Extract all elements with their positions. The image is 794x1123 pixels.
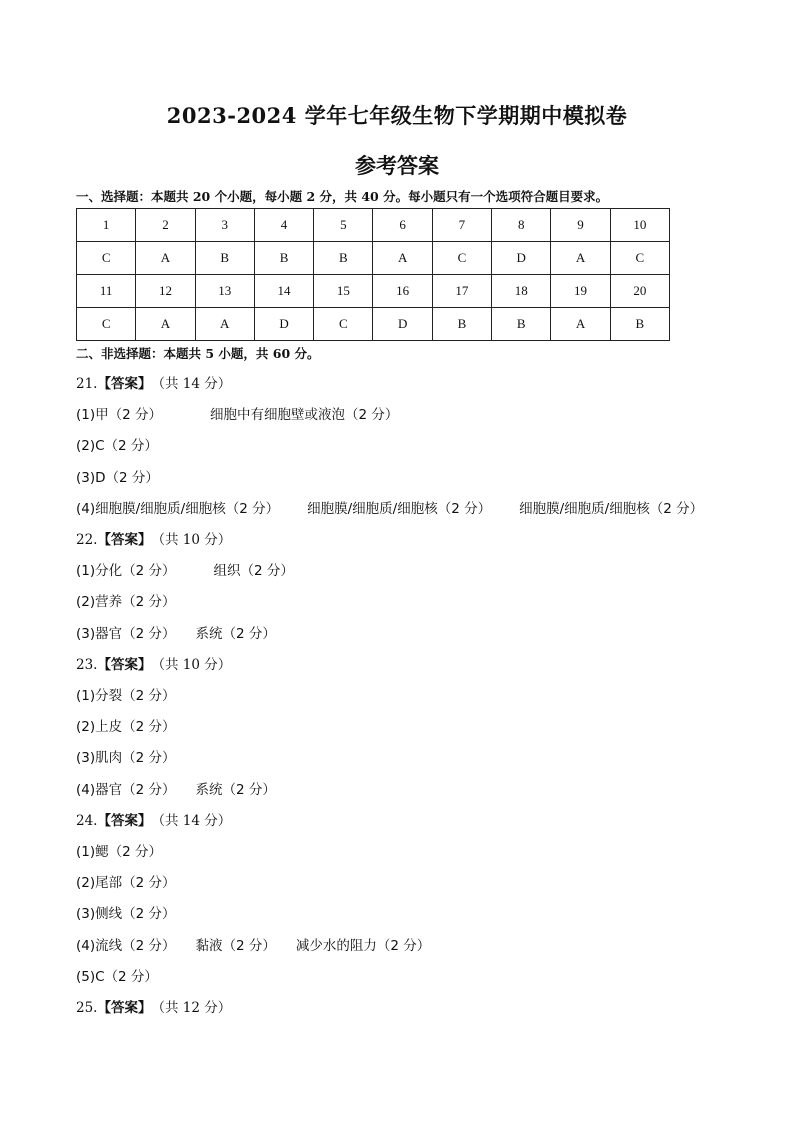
answer-line xyxy=(76,934,430,954)
question-number-cell: 6 xyxy=(373,209,432,242)
answer-part: (3)器官（2 分） xyxy=(76,625,176,642)
question-heading xyxy=(76,996,231,1016)
answer-cell: A xyxy=(551,308,610,341)
answer-part: (2)上皮（2 分） xyxy=(76,719,176,736)
table-row xyxy=(77,308,670,341)
question-number-cell: 11 xyxy=(77,275,136,308)
answer-line xyxy=(76,746,176,766)
question-heading-part: 【答案】 xyxy=(97,376,152,392)
answer-cell: B xyxy=(314,242,373,275)
answer-part: (2)尾部（2 分） xyxy=(76,875,176,892)
answer-line xyxy=(76,684,176,704)
question-number-cell: 5 xyxy=(314,209,373,242)
question-heading-part: （共 14 分） xyxy=(151,812,232,829)
answer-part: (1)甲（2 分） xyxy=(76,407,163,424)
question-number-cell: 14 xyxy=(254,275,313,308)
answer-line xyxy=(76,840,162,860)
answer-line xyxy=(76,559,294,579)
question-number-cell: 13 xyxy=(195,275,254,308)
answer-line xyxy=(76,622,276,642)
question-heading-part: 23. xyxy=(76,656,98,673)
answer-part: (4)流线（2 分） xyxy=(76,937,176,954)
answer-cell: C xyxy=(77,308,136,341)
question-heading-part: （共 10 分） xyxy=(151,532,232,548)
section-heading-nonchoice: 二、非选择题：本题共 5 小题，共 60 分。 xyxy=(76,346,320,361)
answer-line xyxy=(76,497,703,517)
answer-cell: B xyxy=(492,308,551,341)
answer-cell: B xyxy=(432,308,491,341)
answer-part: (1)分化（2 分） xyxy=(76,563,176,580)
question-heading-part: （共 12 分） xyxy=(151,1000,232,1016)
question-number-cell: 3 xyxy=(195,209,254,242)
answer-part: 细胞中有细胞壁或液泡（2 分） xyxy=(210,407,399,424)
answer-part: 组织（2 分） xyxy=(213,563,294,580)
question-heading xyxy=(76,528,231,548)
answer-part: 细胞膜/细胞质/细胞核（2 分） xyxy=(307,500,492,517)
question-heading-part: 【答案】 xyxy=(97,812,152,829)
answer-part: (2)C（2 分） xyxy=(76,438,158,455)
answer-part: 细胞膜/细胞质/细胞核（2 分） xyxy=(519,500,704,517)
answer-part: (3)肌肉（2 分） xyxy=(76,750,176,767)
question-heading-part: （共 10 分） xyxy=(151,656,232,673)
answer-line xyxy=(76,871,176,891)
answer-part: (1)分裂（2 分） xyxy=(76,688,176,704)
question-number-cell: 2 xyxy=(136,209,195,242)
question-number-cell: 17 xyxy=(432,275,491,308)
answer-cell: B xyxy=(254,242,313,275)
answer-line xyxy=(76,403,398,423)
answer-cell: A xyxy=(195,308,254,341)
answer-cell: A xyxy=(136,242,195,275)
answer-cell: C xyxy=(314,308,373,341)
table-row xyxy=(77,275,670,308)
answer-cell: A xyxy=(551,242,610,275)
answer-cell: D xyxy=(254,308,313,341)
question-heading xyxy=(76,653,231,673)
answer-cell: D xyxy=(492,242,551,275)
answer-part: (3)侧线（2 分） xyxy=(76,906,176,923)
answer-cell: B xyxy=(610,308,669,341)
question-number-cell: 12 xyxy=(136,275,195,308)
section-heading-choice: 一、选择题：本题共 20 个小题，每小题 2 分，共 40 分。每小题只有一个选项符合题目要求。 xyxy=(76,189,609,204)
question-heading-part: （共 14 分） xyxy=(151,376,232,392)
answer-line xyxy=(76,466,159,486)
question-heading xyxy=(76,809,231,829)
answer-part: (3)D（2 分） xyxy=(76,469,159,486)
question-number-cell: 16 xyxy=(373,275,432,308)
question-number-cell: 10 xyxy=(610,209,669,242)
answer-part: (2)营养（2 分） xyxy=(76,594,176,611)
question-number-cell: 9 xyxy=(551,209,610,242)
document-subtitle: 参考答案 xyxy=(355,153,439,178)
answer-cell: C xyxy=(610,242,669,275)
answer-cell: B xyxy=(195,242,254,275)
answer-part: (5)C（2 分） xyxy=(76,968,158,985)
question-heading-part: 22. xyxy=(76,532,98,548)
question-number-cell: 20 xyxy=(610,275,669,308)
question-number-cell: 8 xyxy=(492,209,551,242)
question-heading-part: 25. xyxy=(76,1000,98,1016)
question-heading-part: 24. xyxy=(76,812,98,829)
answer-line xyxy=(76,590,176,610)
question-number-cell: 15 xyxy=(314,275,373,308)
question-heading-part: 【答案】 xyxy=(97,532,152,548)
question-heading-part: 【答案】 xyxy=(97,1000,152,1016)
table-row xyxy=(77,209,670,242)
answer-line xyxy=(76,715,176,735)
question-number-cell: 7 xyxy=(432,209,491,242)
answer-line xyxy=(76,778,276,798)
question-heading xyxy=(76,372,231,392)
answer-part: (4)器官（2 分） xyxy=(76,781,176,798)
answer-cell: A xyxy=(373,242,432,275)
question-number-cell: 4 xyxy=(254,209,313,242)
answer-part: 系统（2 分） xyxy=(195,625,276,642)
question-heading-part: 【答案】 xyxy=(97,656,152,673)
answer-cell: D xyxy=(373,308,432,341)
answer-cell: C xyxy=(77,242,136,275)
question-heading-part: 21. xyxy=(76,376,98,392)
question-number-cell: 1 xyxy=(77,209,136,242)
answer-line xyxy=(76,965,158,985)
answer-table xyxy=(76,208,670,341)
answer-part: 减少水的阻力（2 分） xyxy=(295,937,431,954)
answer-part: 系统（2 分） xyxy=(195,781,276,798)
answer-line xyxy=(76,434,158,454)
question-number-cell: 19 xyxy=(551,275,610,308)
answer-part: (1)鳃（2 分） xyxy=(76,844,163,860)
table-row xyxy=(77,242,670,275)
answer-cell: C xyxy=(432,242,491,275)
answer-part: 黏液（2 分） xyxy=(195,937,276,954)
answer-line xyxy=(76,902,176,922)
answer-part: (4)细胞膜/细胞质/细胞核（2 分） xyxy=(76,500,280,517)
document-title: 2023-2024 学年七年级生物下学期期中模拟卷 xyxy=(166,103,628,128)
question-number-cell: 18 xyxy=(492,275,551,308)
answer-cell: A xyxy=(136,308,195,341)
